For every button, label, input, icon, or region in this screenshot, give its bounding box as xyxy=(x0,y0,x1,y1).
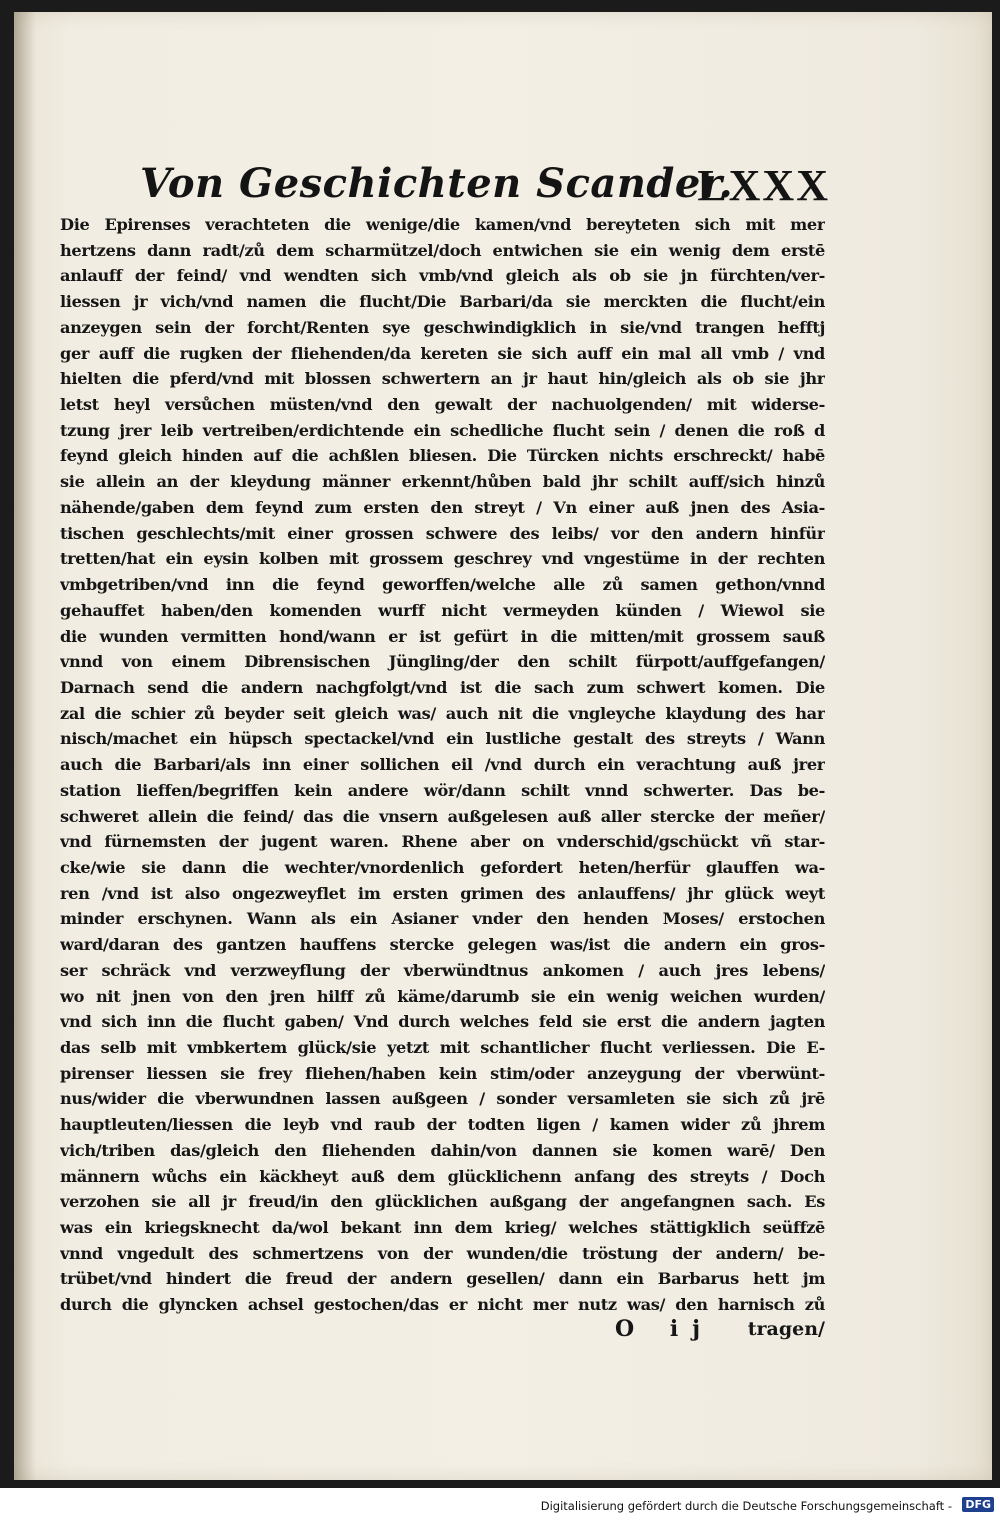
text-line: durch die glyncken achsel gestochen/das er nicht mer nutz was/ den harnisch zů xyxy=(60,1295,825,1315)
text-line: vnd fürnemsten der jugent waren. Rhene aber on vnderschid/gschückt vñ star- xyxy=(60,832,825,852)
text-line: ren /vnd ist also ongezweyflet im ersten grimen des anlauffens/ jhr glück weyt xyxy=(60,883,825,903)
text-line: vnnd von einem Dibrensischen Jüngling/der den schilt fürpott/auffgefangen/ xyxy=(60,652,825,672)
text-line: ward/daran des gantzen hauffens stercke gelegen was/ist die andern ein gros- xyxy=(60,935,825,955)
text-line: anzeygen sein der forcht/Renten sye geschwindigklich in sie/vnd trangen hefftj xyxy=(60,317,825,337)
text-line: vnnd vngedult des schmertzens von der wunden/die tröstung der andern/ be- xyxy=(60,1243,825,1263)
body-text xyxy=(60,212,825,1318)
text-line: zal die schier zů beyder seit gleich was/ auch nit die vngleyche klaydung des har xyxy=(60,703,825,723)
text-line: was ein kriegsknecht da/wol bekant inn dem krieg/ welches stättigklich seüffzē xyxy=(60,1218,825,1238)
text-line: ger auff die rugken der fliehenden/da kereten sie sich auff ein mal all vmb / vnd xyxy=(60,343,825,363)
text-line: liessen jr vich/vnd namen die flucht/Die Barbari/da sie merckten die flucht/ein xyxy=(60,292,825,312)
text-line: vnd sich inn die flucht gaben/ Vnd durch welches feld sie erst die andern jagten xyxy=(60,1012,825,1032)
text-line: wo nit jnen von den jren hilff zů käme/darumb sie ein wenig weichen wurden/ xyxy=(60,986,825,1006)
text-line: schweret allein die feind/ das die vnsern außgelesen auß aller stercke der meñer/ xyxy=(60,806,825,826)
signature-mark: O ij xyxy=(615,1316,715,1342)
text-line: hauptleuten/liessen die leyb vnd raub der todten ligen / kamen wider zů jhrem xyxy=(60,1115,825,1135)
text-line: das selb mit vmbkertem glück/sie yetzt mit schantlicher flucht verliessen. Die E- xyxy=(60,1038,825,1057)
text-line: nähende/gaben dem feynd zum ersten den streyt / Vn einer auß jnen des Asia- xyxy=(60,497,825,517)
text-line: hertzens dann radt/zů dem scharmützel/doch entwichen sie ein wenig dem erstē xyxy=(60,240,825,260)
text-line: vmbgetriben/vnd inn die feynd geworffen/welche alle zů samen gethon/vnnd xyxy=(60,575,825,595)
catchword: tragen/ xyxy=(747,1318,825,1340)
text-line: letst heyl versůchen müsten/vnd den gewalt der nachuolgenden/ mit widerse- xyxy=(60,395,825,415)
text-line: Darnach send die andern nachgfolgt/vnd ist die sach zum schwert komen. Die xyxy=(60,677,825,697)
page-header xyxy=(140,160,830,220)
folio-number: LXXX xyxy=(697,161,830,210)
text-line: auch die Barbari/als inn einer sollichen eil /vnd durch ein verachtung auß jrer xyxy=(60,755,825,775)
text-line: sie allein an der kleydung männer erkennt/hůben bald jhr schilt auff/sich hinzů xyxy=(60,472,825,492)
text-line: pirenser liessen sie frey fliehen/haben kein stim/oder anzeygung der vberwünt- xyxy=(60,1063,825,1083)
text-line: vich/triben das/gleich den fliehenden dahin/von dannen sie komen warē/ Den xyxy=(60,1140,825,1160)
text-line: hielten die pferd/vnd mit blossen schwertern an jr haut hin/gleich als ob sie jhr xyxy=(60,369,825,389)
page-footer xyxy=(60,1316,825,1356)
text-line: verzohen sie all jr freud/in den glücklichen außgang der angefangnen sach. Es xyxy=(60,1192,825,1212)
text-line: die wunden vermitten hond/wann er ist gefürt in die mitten/mit grossem sauß xyxy=(60,626,825,646)
text-line: feynd gleich hinden auf die achßlen bliesen. Die Türcken nichts erschreckt/ habē xyxy=(60,446,825,466)
text-line: anlauff der feind/ vnd wendten sich vmb/vnd gleich als ob sie jn fürchten/ver- xyxy=(60,266,825,286)
page-gutter-shadow xyxy=(14,12,36,1480)
running-title: Von Geschichten Scander. xyxy=(140,160,734,207)
text-line: nus/wider die vberwundnen lassen außgeen / sonder versamleten sie sich zů jrē xyxy=(60,1089,825,1109)
text-line: ser schräck vnd verzweyflung der vberwündtnus ankomen / auch jres lebens/ xyxy=(60,960,825,980)
text-line: gehauffet haben/den komenden wurff nicht vermeyden künden / Wiewol sie xyxy=(60,600,825,620)
text-line: nisch/machet ein hüpsch spectackel/vnd ein lustliche gestalt des streyts / Wann xyxy=(60,729,825,749)
text-line: männern wůchs ein käckheyt auß dem glücklichenn anfang des streyts / Doch xyxy=(60,1166,825,1186)
text-line: trübet/vnd hindert die freud der andern gesellen/ dann ein Barbarus hett jm xyxy=(60,1269,825,1289)
digitization-credit: Digitalisierung gefördert durch die Deutsche Forschungsgemeinschaft - xyxy=(540,1499,952,1513)
dfg-logo: DFG xyxy=(962,1497,994,1512)
text-line: station lieffen/begriffen kein andere wör/dann schilt vnnd schwerter. Das be- xyxy=(60,780,825,800)
text-line: minder erschynen. Wann als ein Asianer vnder den henden Moses/ erstochen xyxy=(60,909,825,929)
text-line: tischen geschlechts/mit einer grossen schwere des leibs/ vor den andern hinfür xyxy=(60,523,825,543)
text-line: tretten/hat ein eysin kolben mit grossem geschrey vnd vngestüme in der rechten xyxy=(60,549,825,569)
text-line: tzung jrer leib vertreiben/erdichtende ein schedliche flucht sein / denen die roß d xyxy=(60,420,825,440)
text-line: cke/wie sie dann die wechter/vnordenlich gefordert heten/herfür glauffen wa- xyxy=(60,857,825,877)
text-line: Die Epirenses verachteten die wenige/die kamen/vnd bereyteten sich mit mer xyxy=(60,215,825,234)
